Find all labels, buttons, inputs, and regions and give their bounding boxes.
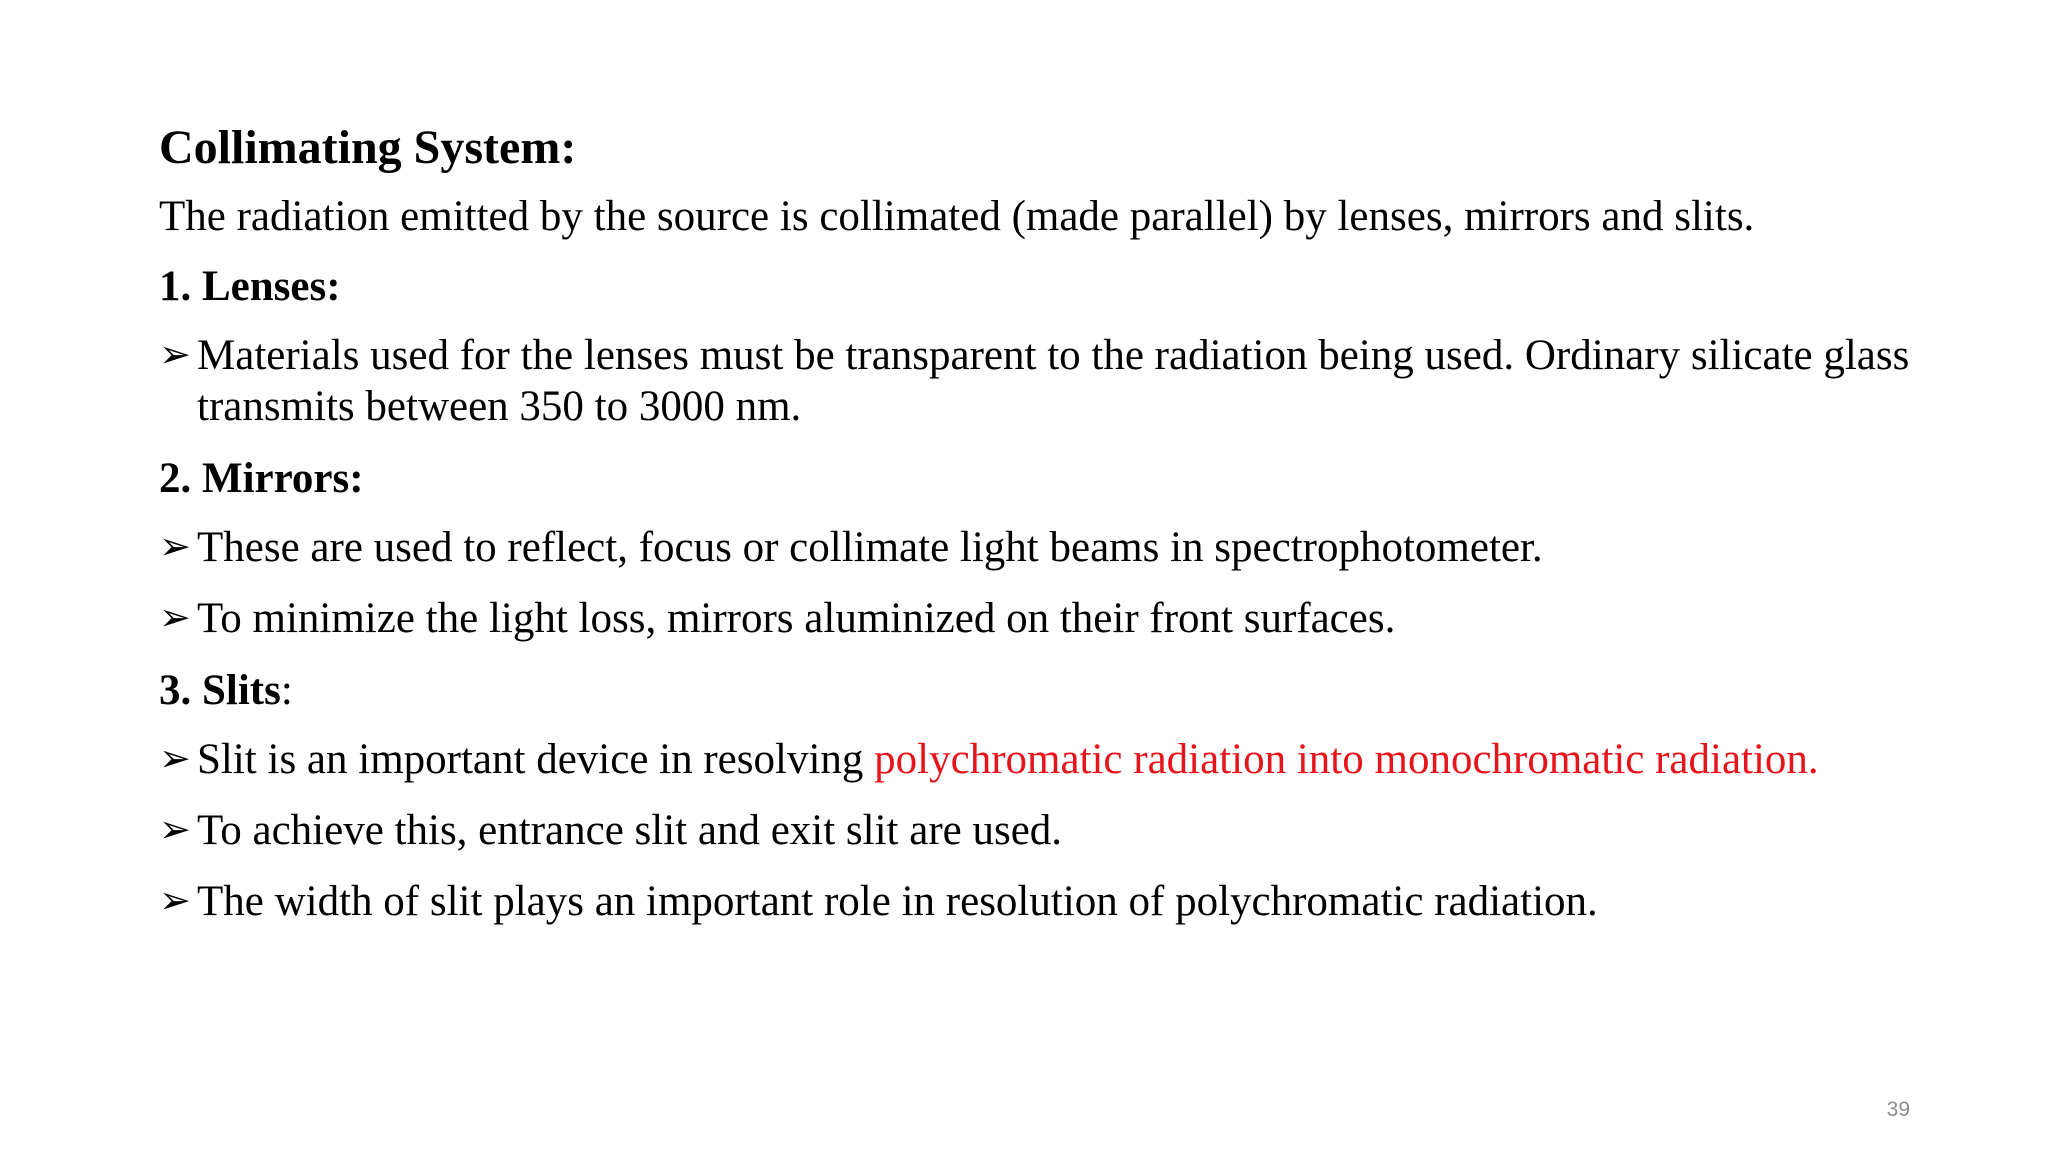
arrowhead-icon: ➢ (159, 809, 191, 851)
bullet-text: Slit is an important device in resolving (197, 736, 875, 783)
slits-heading-colon: : (280, 667, 293, 714)
list-item (159, 593, 1939, 644)
page-number: 39 (1886, 1098, 1910, 1121)
mirrors-heading: 2. Mirrors: (159, 455, 364, 502)
arrowhead-icon: ➢ (159, 738, 191, 780)
arrowhead-icon: ➢ (159, 880, 191, 922)
list-item (159, 734, 1939, 785)
lenses-heading: 1. Lenses: (159, 263, 341, 310)
bullet-text: Materials used for the lenses must be transparent to the radiation being used. Ordinary silicate glass transmits between 350 to 3000 nm. (197, 332, 1910, 430)
list-item (159, 330, 1939, 432)
arrowhead-icon: ➢ (159, 334, 191, 376)
highlighted-text: polychromatic radiation into monochromatic radiation. (874, 736, 1819, 783)
bullet-text: The width of slit plays an important role in resolution of polychromatic radiation. (197, 878, 1598, 925)
intro-text: The radiation emitted by the source is collimated (made parallel) by lenses, mirrors and slits. (159, 193, 1755, 240)
slide-content (159, 118, 1939, 947)
arrowhead-icon: ➢ (159, 526, 191, 568)
slits-heading-text: 3. Slits (159, 667, 281, 714)
bullet-text: To minimize the light loss, mirrors aluminized on their front surfaces. (197, 595, 1396, 642)
list-item (159, 522, 1939, 573)
bullet-text: To achieve this, entrance slit and exit slit are used. (197, 807, 1063, 854)
list-item (159, 805, 1939, 856)
arrowhead-icon: ➢ (159, 597, 191, 639)
bullet-text: These are used to reflect, focus or collimate light beams in spectrophotometer. (197, 524, 1543, 571)
slide-title: Collimating System: (159, 121, 577, 174)
list-item (159, 876, 1939, 927)
slits-heading (159, 664, 1939, 718)
